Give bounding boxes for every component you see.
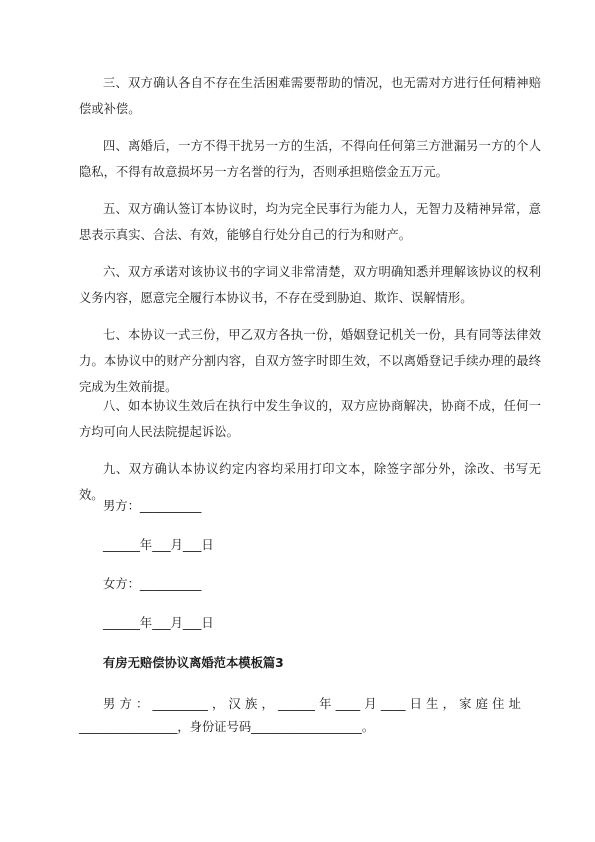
party-info-segment: ____: [380, 697, 406, 711]
clause-3: 三、双方确认各自不存在生活困难需要帮助的情况，也无需对方进行任何精神赔偿或补偿。: [79, 76, 541, 116]
male-signature-line: 男方：__________: [103, 499, 202, 513]
clause-5: 五、双方确认签订本协议时，均为完全民事行为能力人，无智力及精神异常，意思表示真实、合法、有效，能够自行处分自己的行为和财产。: [79, 202, 541, 242]
party-info-segment: 方: [119, 697, 132, 711]
clause-8: 八、如本协议生效后在执行中发生争议的，双方应协商解决，协商不成，任何一方均可向人民法院提起诉讼。: [79, 399, 541, 439]
party-info-segment: 生: [426, 697, 439, 711]
party-info-segment: ：: [136, 697, 149, 711]
party-info-segment: 庭: [475, 697, 488, 711]
female-date-line: ______年___月___日: [103, 616, 214, 630]
male-date-line: ______年___月___日: [103, 538, 214, 552]
party-info-segment: ，: [442, 697, 455, 711]
party-info-segment: ，: [212, 697, 225, 711]
clause-4: 四、离婚后，一方不得干扰另一方的生活，不得向任何第三方泄漏另一方的个人隐私，不得有故意损坏另一方名誉的行为，否则承担赔偿金五万元。: [79, 139, 541, 179]
party-info-segment: 男: [103, 697, 116, 711]
party-info-segment: _________: [152, 697, 208, 711]
party-info-segment: ____: [335, 697, 361, 711]
party-info-segment: 住: [492, 697, 505, 711]
party-info-segment: 家: [459, 697, 472, 711]
address-id-line: ________________，身份证号码__________________。: [79, 720, 375, 734]
clause-6: 六、双方承诺对该协议书的字词义非常清楚，双方明确知悉并理解该协议的权利义务内容，愿意完全履行本协议书，不存在受到胁迫、欺诈、误解情形。: [79, 265, 541, 305]
party-info-segment: ______: [278, 697, 315, 711]
clause-9: 九、双方确认本协议约定内容均采用打印文本，除签字部分外，涂改、书写无效。: [79, 462, 541, 502]
party-info-segment: 汉: [228, 697, 241, 711]
party-info-segment: ，: [261, 697, 274, 711]
party-info-segment: 族: [245, 697, 258, 711]
male-party-info-line: [103, 694, 521, 714]
section-heading: 有房无赔偿协议离婚范本模板篇3: [103, 656, 284, 670]
party-info-segment: 月: [364, 697, 377, 711]
clause-7: 七、本协议一式三份，甲乙双方各执一份，婚姻登记机关一份，具有同等法律效力。本协议中的财产分割内容，自双方签字时即生效，不以离婚登记手续办理的最终完成为生效前提。: [79, 328, 541, 394]
female-signature-line: 女方：__________: [103, 577, 202, 591]
party-info-segment: 日: [409, 697, 422, 711]
party-info-segment: 年: [319, 697, 332, 711]
party-info-segment: 址: [508, 697, 521, 711]
